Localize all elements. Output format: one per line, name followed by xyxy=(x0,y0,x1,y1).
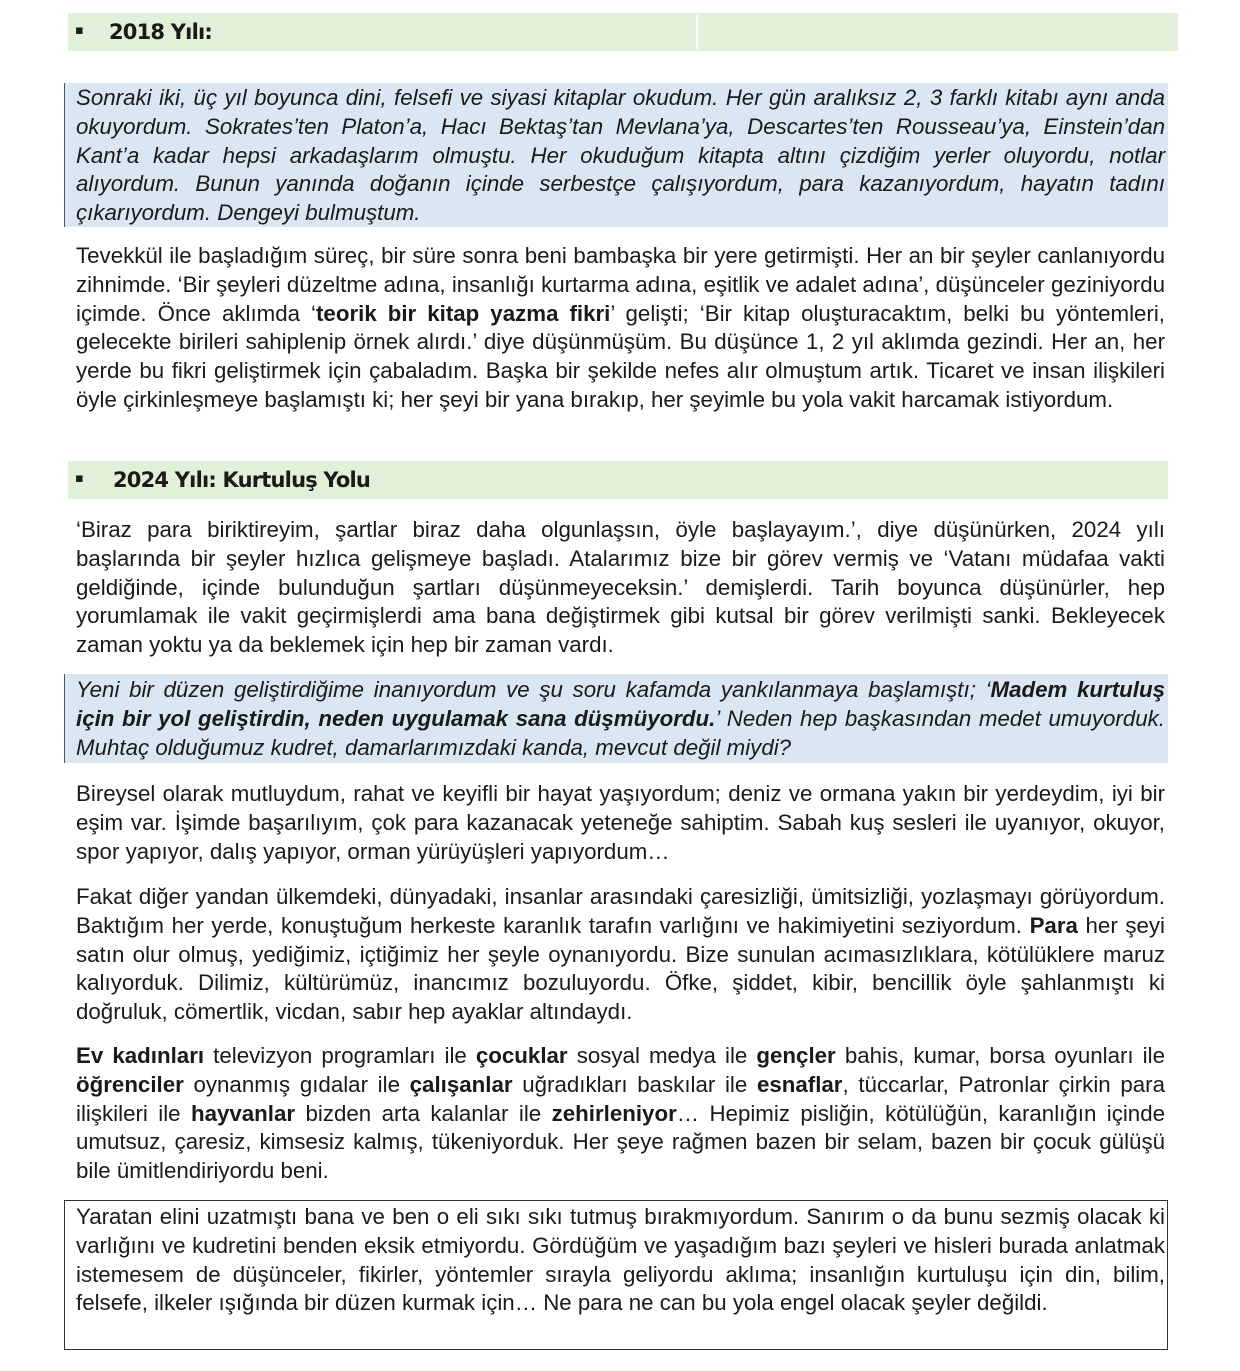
section-heading-2024 xyxy=(68,461,1168,499)
paragraph-text: her şeyi satın olur olmuş, yediğimiz, içtiğimiz her şeyle oynanıyordu. Bize sunulan acımasızlıklara, kötülüklere maruz kalıyorduk. Dilimiz, kültürümüz, inancımız bozuluyordu. Öfke, şiddet, kibir, bencillik öyle şahlanmıştı ki doğruluk, cömertlik, vicdan, sabır hep ayaklar altındaydı. xyxy=(76,912,1165,1025)
quote-text: Sonraki iki, üç yıl boyunca dini, felsefi ve siyasi kitaplar okudum. Her gün aralıksız 2, 3 farklı kitabı aynı anda okuyordum. Sokrates’ten Platon’a, Hacı Bektaş’tan Mevlana’ya, Descartes’ten Rousseau’ya, Einstein’dan Kant’a kadar hepsi arkadaşlarım olmuştu. Her okuduğum kitapta altını çizdiğim yerler oluyordu, notlar alıyordum. Bunun yanında doğanın içinde serbestçe çalışıyordum, para kazanıyordum, hayatın tadını çıkarıyordum. Dengeyi bulmuştum. xyxy=(76,85,1165,226)
paragraph-text: bahis, kumar, borsa oyunları ile xyxy=(835,1043,1165,1068)
paragraph-tevekkul xyxy=(76,242,1165,415)
paragraph-text: Tevekkül ile başladığım süreç, bir süre sonra beni bambaşka bir yere getirmişti. Her an bir şeyler canlanıyordu zihnimde. ‘Bir şeyleri düzeltme adına, insanlığı kurtarma adına, eşitlik ve adalet adına’, düşünceler geziniyordu içimde. Önce aklımda ‘ xyxy=(76,243,1165,326)
section-heading-2018 xyxy=(68,13,1178,51)
emphasis-text: esnaflar xyxy=(756,1071,843,1097)
emphasis-text: Para xyxy=(1029,912,1078,938)
paragraph-text: televizyon programları ile xyxy=(204,1043,476,1068)
paragraph-text: sosyal medya ile xyxy=(567,1043,757,1068)
paragraph-2024-start: ‘Biraz para biriktireyim, şartlar biraz daha olgunlaşsın, öyle başlayayım.’, diye düşünürken, 2024 yılı başlarında bir şeyler hızlıca gelişmeye başladı. Atalarımız bize bir görev vermiş ve ‘Vatanı müdafaa vakti geldiğinde, içinde bulunduğun şartları düşünmeyeceksin.’ demişlerdi. Tarih boyunca düşünürler, hep yorumlamak ile vakit geçirmişlerdi ama bana değiştirmek gibi kutsal bir görev verilmişti sanki. Bekleyecek zaman yoktu ya da beklemek için hep bir zaman vardı. xyxy=(76,517,1165,658)
emphasis-text: hayvanlar xyxy=(190,1100,296,1126)
heading-divider xyxy=(696,15,698,49)
emphasis-text: çocuklar xyxy=(475,1043,568,1068)
paragraph-fakat xyxy=(76,883,1165,1027)
quote-text-part: Yeni bir düzen geliştirdiğime inanıyordum ve şu soru kafamda yankılanmaya başlamıştı; ‘ xyxy=(76,677,991,702)
emphasis-text: öğrenciler xyxy=(76,1071,184,1097)
paragraph-text: bizden arta kalanlar ile xyxy=(295,1100,552,1126)
square-bullet-icon: ▪ xyxy=(75,471,84,486)
paragraph-ev-kadinlari xyxy=(76,1042,1165,1186)
quote-block-2018 xyxy=(64,83,1168,227)
emphasis-text: Madem kurtuluş için bir yol geliştirdin, neden uygulamak sana düşmüyordu. xyxy=(76,677,1165,731)
emphasis-text: gençler xyxy=(756,1043,836,1068)
emphasis-text: Ev kadınları xyxy=(76,1043,205,1068)
quote-block-2024 xyxy=(64,674,1168,763)
paragraph-text: … Hepimiz pisliğin, kötülüğün, karanlığın içinde umutsuz, çaresiz, kimsesiz kalmış, tükeniyorduk. Her şeye rağmen bazen bir selam, bazen bir çocuk gülüşü bile ümitlendiriyordu beni. xyxy=(76,1100,1165,1184)
paragraph-text: Fakat diğer yandan ülkemdeki, dünyadaki, insanlar arasındaki çaresizliği, ümitsizliği, yozlaşmayı görüyordum. Baktığım her yerde, konuştuğum herkeste karanlık tarafın varlığını ve hakimiyetini seziyordum. xyxy=(76,884,1165,938)
quote-text-part: ’ Neden hep başkasından medet umuyorduk. Muhtaç olduğumuz kudret, damarlarımızdaki kanda, mevcut değil miydi? xyxy=(76,705,1165,760)
paragraph-text: ’ gelişti; ‘Bir kitap oluşturacaktım, belki bu yöntemleri, gelecekte birileri sahiplenip örnek alırdı.’ diye düşünmüşüm. Bu düşünce 1, 2 yıl aklımda gezindi. Her an, her yerde bu fikri geliştirmek için çabaladım. Başka bir şekilde nefes alır olmuştum artık. Ticaret ve insan ilişkileri öyle çirkinleşmeye başlamıştı ki; her şeyi bir yana bırakıp, her şeyimle bu yola vakit harcamak istiyordum. xyxy=(76,300,1166,412)
section-title: 2018 Yılı: xyxy=(109,20,212,44)
square-bullet-icon: ▪ xyxy=(75,23,84,38)
paragraph-bireysel: Bireysel olarak mutluydum, rahat ve keyifli bir hayat yaşıyordum; deniz ve ormana yakın bir yerdeydim, iyi bir eşim var. İşimde başarılıyım, çok para kazanacak yeteneğe sahiptim. Sabah kuş sesleri ile uyanıyor, okuyor, spor yapıyor, dalış yapıyor, orman yürüyüşleri yapıyordum… xyxy=(76,781,1165,864)
emphasis-text: çalışanlar xyxy=(409,1071,513,1097)
paragraph-text: uğradıkları baskılar ile xyxy=(512,1071,757,1097)
paragraph-text: , tüccarlar, Patronlar çirkin para ilişkileri ile xyxy=(76,1071,1165,1126)
emphasis-text: teorik bir kitap yazma fikri xyxy=(316,300,611,326)
paragraph-yaratan: Yaratan elini uzatmıştı bana ve ben o eli sıkı sıkı tutmuş bırakmıyordum. Sanırım o da bunu sezmiş olacak ki varlığını ve kudretini benden eksik etmiyordu. Gördüğüm ve yaşadığım bazı şeyleri ve hisleri burada anlatmak istemesem de düşünceler, fikirler, yöntemler sırayla geliyordu aklıma; insanlığın kurtuluşu için din, bilim, felsefe, ilkeler ışığında bir düzen kurmak için… Ne para ne can bu yola engel olacak şeyler değildi. xyxy=(76,1204,1165,1316)
emphasis-text: zehirleniyor xyxy=(551,1100,677,1126)
section-title: 2024 Yılı: Kurtuluş Yolu xyxy=(113,468,371,492)
paragraph-text: oynanmış gıdalar ile xyxy=(183,1071,410,1097)
quote-text xyxy=(76,676,1165,762)
